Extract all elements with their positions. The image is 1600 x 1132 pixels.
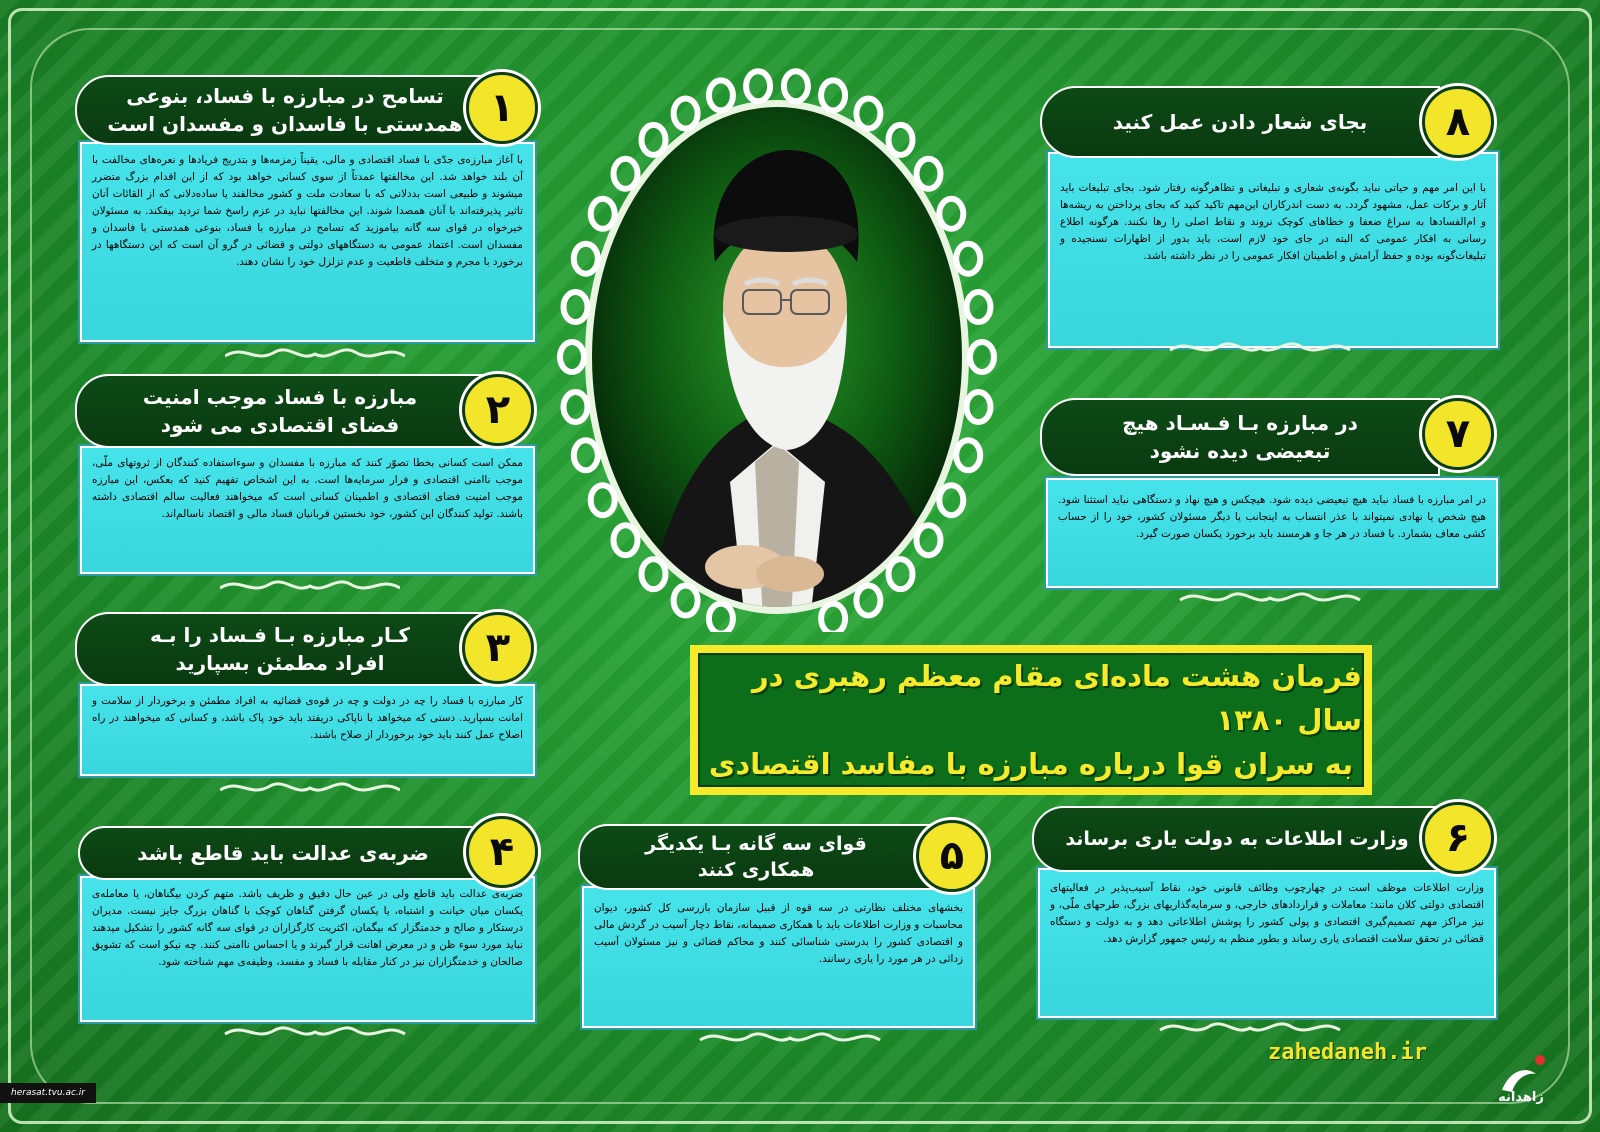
portrait-frame (555, 62, 1000, 632)
headline-inner (698, 653, 1364, 787)
ring-ornament (614, 525, 638, 555)
card-title-line-1: در مبارزه بـا فـسـاد هیچ (1122, 411, 1358, 435)
ring-ornament (564, 292, 588, 322)
card-body: ضربه‌ی عدالت باید قاطع ولی در عین حال دقیق و ظریف باشد. متهم کردن بیگناهان، یا معامله‌ی یکسان میان خیانت و اشتباه، یا یکسان گرفتن گناهان کوچک با گناهان بزرگ جایز نیست. مدیران درستکار و صالح و خدمتگزار که بیگمان، اکثریت کارگزاران در قوای سه گانه کشور را تشکیل میدهند نباید مورد سوء ظن و در معرض اهانت قرار گیرند و یا احساس ناامنی کنند. چه نیکو است که تشویق صالحان و خدمتگزاران نیز در کنار مقابله با فساد و مفسد، وظیفه‌ی مهم شناخته شود. (80, 876, 535, 1022)
ring-ornament (784, 71, 808, 101)
ornament-divider (220, 576, 400, 596)
card-body: با این امر مهم و حیاتی نباید بگونه‌ی شعاری و تبلیغاتی و تظاهرگونه رفتار شود. بجای تبلیغات باید آثار و برکات عمل، مشهود گردد. به دست اندرکاران این‌مهم تاکید کنید که بجای پرداختن به ریشه‌ها و ام‌الفسادها به سراغ ضعفا و خطاهای کوچک نروند و نقاط اصلی را رها نکنند. هرگونه اطلاع رسانی به افکار عمومی که البته در جای خود لازم است، باید بدور از اظهارات نسنجیده و تبلیغات‌گونه بوده و حفظ آرامش و اطمینان افکار عمومی را در نظر داشته باشد. (1048, 152, 1498, 348)
card-title-line-1: تسامح در مبارزه با فساد، بنوعی (126, 84, 444, 108)
ornament-divider (220, 778, 400, 798)
ring-ornament (574, 244, 598, 274)
card-title (75, 612, 485, 686)
ring-ornament (574, 440, 598, 470)
card-body: بخشهای مختلف نظارتی در سه قوه از قبیل سازمان بازرسی کل کشور، دیوان محاسبات و وزارت اطلاعات باید با همکاری صمیمانه، نقاط دچار آسیب در گردش مالی و اقتصادی کشور را بدرستی شناسائی کنند و محاکم قضائی و نیز مسئولان آسیب زدائی در هر مورد را یاری رسانند. (582, 886, 975, 1028)
card-number: ۵ (916, 820, 988, 892)
ring-ornament (821, 604, 845, 632)
card-number: ۷ (1422, 398, 1494, 470)
card-body: وزارت اطلاعات موظف است در چهارچوب وظائف قانونی خود، نقاط آسیب‌پذیر در فعالیتهای اقتصادی دولتی کلان مانند: معاملات و قراردادهای خارجی، و سرمایه‌گذاریهای بزرگ، طرحهای ملّی، و نیز مراکز مهم تصمیم‌گیری اقتصادی و پولی کشور را پوشش اطلاعاتی دهد و به دولت و دستگاه قضائی در تحقق سلامت اقتصادی یاری رساند و بطور منظم به رئیس جمهور گزارش دهد. (1038, 868, 1496, 1018)
card-title-line-2: همکاری کنند (697, 859, 815, 881)
card-body: با آغاز مبارزه‌ی جدّی با فساد اقتصادی و مالی، یقیناً زمزمه‌ها و بتدریج فریادها و نعره‌های مخالفت با آن بلند خواهد شد. این مخالفتها عمدتاً از سوی کسانی خواهد بود که از این اقدام بزرگ متضرر میشوند و طبیعی است بددلانی که با سعادت ملت و کشور مخالفند یا ساده‌دلانی که از القائات آنان تاثیر پذیرفته‌اند با آنان همصدا شوند. این مخالفتها نباید در عزم راسخ شما تردید بیفکند. به مسئولان خیرخواه در قوای سه گانه بیاموزید که تسامح در مبارزه با فساد، بنوعی همدستی با فاسدان و مفسدان است. اعتماد عمومی به دستگاههای دولتی و قضائی در گرو آن است که این دستگاهها در برخورد با مجرم و متخلف قاطعیت و عدم تزلزل خود را نشان دهند. (80, 142, 535, 342)
ring-ornament (856, 586, 880, 616)
card-title (1032, 806, 1442, 872)
card-title (1040, 86, 1440, 158)
ornament-divider (225, 344, 405, 364)
ornament-divider (690, 1028, 890, 1048)
card-title-line-2: تبعیضی دیده نشود (1149, 439, 1331, 463)
ring-ornament (746, 71, 770, 101)
watermark: herasat.tvu.ac.ir (0, 1083, 96, 1103)
card-title (1040, 398, 1440, 476)
card-number: ۴ (466, 816, 538, 888)
ring-ornament (614, 159, 638, 189)
site-url: zahedaneh.ir (1268, 1040, 1427, 1065)
card-number: ۶ (1422, 802, 1494, 874)
headline-line-1: فرمان هشت ماده‌ای مقام معظم رهبری در سال ۱۳۸۰ (751, 659, 1362, 737)
ornament-divider (1170, 588, 1370, 608)
ring-ornament (917, 525, 941, 555)
ring-ornament (709, 80, 733, 110)
card-title-line-2: همدستی با فاسدان و مفسدان است (107, 112, 463, 136)
card-body: ممکن است کسانی بخطا تصوّر کنند که مبارزه با مفسدان و سوءاستفاده کنندگان از ثروتهای ملّی، موجب ناامنی اقتصادی و فرار سرمایه‌ها است. به این اشخاص تفهیم کنید که بعکس، این مبارزه موجب امنیت فضای اقتصادی و اطمینان کسانی است که میخواهند فعالیت سالم اقتصادی داشته باشند. تولید کنندگان این کشور، خود نخستین قربانیان فساد مالی و اقتصاد ناسالم‌اند. (80, 446, 535, 574)
ring-ornament (939, 485, 963, 515)
card-title-line-1: مبارزه با فساد موجب امنیت (142, 385, 418, 409)
card-title-line-1: ضربه‌ی عدالت باید قاطع باشد (137, 841, 429, 865)
ring-ornament (591, 199, 615, 229)
card-body: در امر مبارزه با فساد نباید هیچ تبعیضی دیده شود. هیچکس و هیچ نهاد و دستگاهی نباید استثنا شود. هیچ شخص یا نهادی نمیتواند با عذر انتساب به اینجانب یا دیگر مسئولان کشور، خود را از حساب کشی معاف بشمارد. با فساد در هر جا و هرمسند باید برخورد یکسان صورت گیرد. (1046, 478, 1498, 588)
ring-ornament (889, 559, 913, 589)
card-title (578, 824, 934, 890)
ring-ornament (956, 244, 980, 274)
ring-ornament (967, 292, 991, 322)
ring-ornament (939, 199, 963, 229)
ring-ornament (967, 392, 991, 422)
ornament-divider (1150, 1018, 1350, 1038)
ring-ornament (821, 80, 845, 110)
ring-ornament (917, 159, 941, 189)
logo-text: زاهدانه (1498, 1090, 1544, 1105)
ring-ornament (709, 604, 733, 632)
ring-ornament (956, 440, 980, 470)
ring-ornament (674, 99, 698, 129)
ring-ornament (591, 485, 615, 515)
headline-line-2: به سران قوا درباره مبارزه با مفاسد اقتصادی (708, 747, 1354, 781)
card-number: ۲ (462, 374, 534, 446)
ring-ornament (889, 125, 913, 155)
card-title (75, 75, 495, 145)
ring-ornament (642, 559, 666, 589)
card-title-line-2: افراد مطمئن بسپارید (175, 651, 385, 675)
ornament-divider (200, 1022, 430, 1042)
card-number: ۱ (466, 72, 538, 144)
card-body: کار مبارزه با فساد را چه در دولت و چه در قوه‌ی قضائیه به افراد مطمئن و برخوردار از سلامت و امانت بسپارید. دستی که میخواهد با ناپاکی دریفتد باید خود پاک باشد، و کسانی که میخواهند در راه اصلاح عمل کنند باید خود برخوردار از صلاح باشند. (80, 684, 535, 776)
card-title (78, 826, 488, 880)
ring-ornament (970, 342, 994, 372)
card-title-line-2: فضای اقتصادی می شود (160, 413, 400, 437)
ring-ornament (674, 586, 698, 616)
portrait-illustration (555, 62, 1000, 632)
ring-ornament (564, 392, 588, 422)
card-title-line-1: وزارت اطلاعات به دولت یاری برساند (1065, 828, 1409, 850)
card-title-line-1: بجای شعار دادن عمل کنید (1112, 110, 1368, 134)
ring-ornament (642, 125, 666, 155)
card-number: ۳ (462, 612, 534, 684)
headline-box (690, 645, 1372, 795)
card-title (75, 374, 485, 448)
card-title-line-1: کـار مبارزه بـا فـساد را بـه (150, 623, 410, 647)
card-title-line-1: قوای سه گانه بـا یکدیگر (645, 833, 867, 855)
card-number: ۸ (1422, 86, 1494, 158)
ornament-divider (1160, 338, 1360, 358)
ring-ornament (560, 342, 584, 372)
ring-ornament (856, 99, 880, 129)
